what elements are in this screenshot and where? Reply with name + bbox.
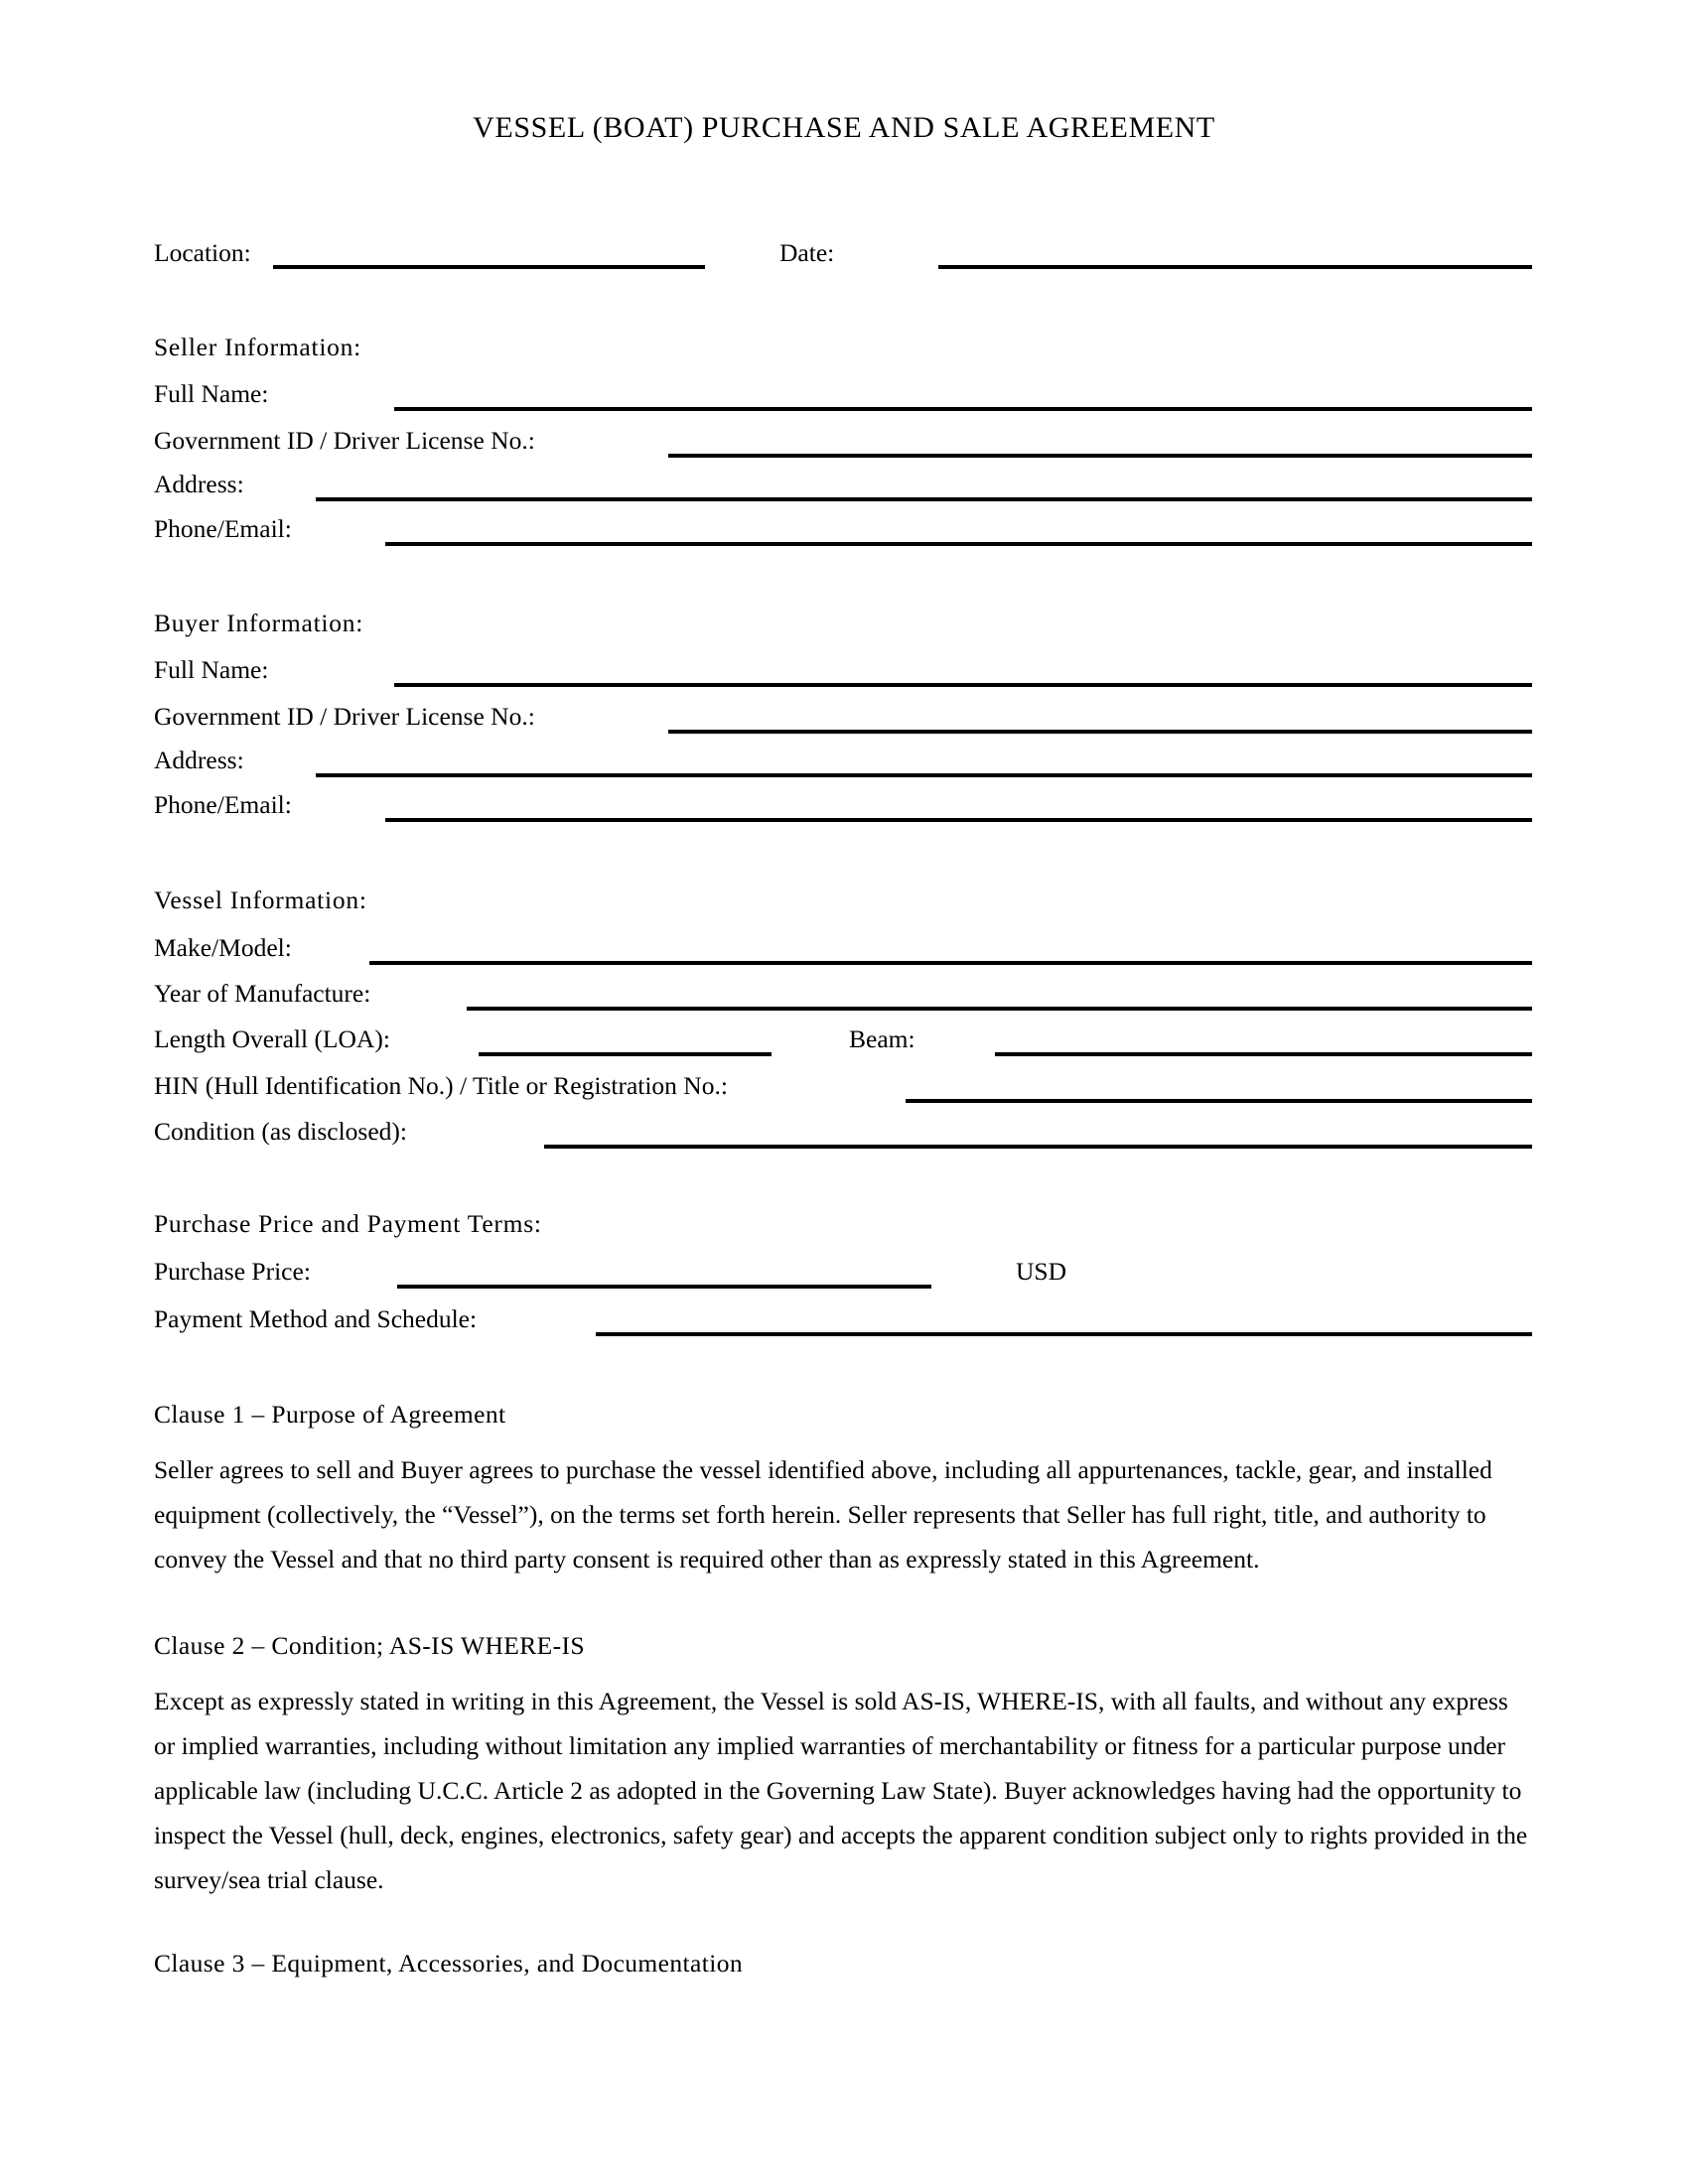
payment-section-heading: Purchase Price and Payment Terms: (154, 1209, 542, 1238)
buyer-full-name-label: Full Name: (154, 655, 269, 684)
vessel-loa-label: Length Overall (LOA): (154, 1024, 390, 1053)
seller-address-input-line[interactable] (316, 497, 1532, 501)
seller-gov-id-label: Government ID / Driver License No.: (154, 426, 535, 455)
buyer-section-heading: Buyer Information: (154, 609, 364, 637)
payment-method-input-line[interactable] (596, 1332, 1532, 1336)
purchase-price-input-line[interactable] (397, 1285, 931, 1289)
seller-address-label: Address: (154, 470, 244, 498)
payment-method-label: Payment Method and Schedule: (154, 1304, 478, 1333)
clause-3-heading: Clause 3 – Equipment, Accessories, and Documentation (154, 1949, 744, 1978)
clause-1-heading: Clause 1 – Purpose of Agreement (154, 1400, 506, 1429)
seller-full-name-label: Full Name: (154, 379, 269, 408)
seller-gov-id-input-line[interactable] (668, 454, 1532, 458)
location-label: Location: (154, 238, 251, 267)
seller-full-name-input-line[interactable] (394, 407, 1532, 411)
buyer-gov-id-label: Government ID / Driver License No.: (154, 702, 535, 731)
clause-2-body: Except as expressly stated in writing in this Agreement, the Vessel is sold AS-IS, WHERE-IS, with all faults, and without any express or implied warranties, including without limitation any implied warranties of merchantability or fitness for a particular purpose under applicable law (including U.C.C. Article 2 as adopted in the Governing Law State). Buyer acknowledges having had the opportunity to inspect the Vessel (hull, deck, engines, electronics, safety gear) and accepts the apparent condition subject only to rights provided in the survey/sea trial clause. (154, 1687, 1528, 1894)
currency-label: USD (1016, 1257, 1067, 1286)
purchase-price-label: Purchase Price: (154, 1257, 311, 1286)
page-title: VESSEL (BOAT) PURCHASE AND SALE AGREEMENT (473, 111, 1215, 144)
location-input-line[interactable] (273, 265, 705, 269)
vessel-make-model-input-line[interactable] (369, 961, 1532, 965)
vessel-year-label: Year of Manufacture: (154, 979, 371, 1008)
vessel-loa-input-line[interactable] (479, 1052, 772, 1056)
vessel-condition-input-line[interactable] (544, 1145, 1532, 1149)
vessel-condition-label: Condition (as disclosed): (154, 1117, 407, 1146)
clause-1-body: Seller agrees to sell and Buyer agrees to purchase the vessel identified above, including all appurtenances, tackle, gear, and installed equipment (collectively, the “Vessel”), on the terms set forth herein. Seller represents that Seller has full right, title, and authority to convey the Vessel and that no third party consent is required other than as expressly stated in this Agreement. (154, 1455, 1492, 1573)
buyer-address-label: Address: (154, 746, 244, 774)
buyer-full-name-input-line[interactable] (394, 683, 1532, 687)
buyer-address-input-line[interactable] (316, 773, 1532, 777)
vessel-make-model-label: Make/Model: (154, 933, 292, 962)
vessel-beam-input-line[interactable] (995, 1052, 1532, 1056)
vessel-hin-input-line[interactable] (906, 1099, 1532, 1103)
vessel-beam-label: Beam: (849, 1024, 915, 1053)
vessel-hin-label: HIN (Hull Identification No.) / Title or Registration No.: (154, 1071, 728, 1100)
buyer-phone-email-label: Phone/Email: (154, 790, 292, 819)
seller-section-heading: Seller Information: (154, 333, 361, 361)
date-input-line[interactable] (938, 265, 1532, 269)
seller-phone-email-label: Phone/Email: (154, 514, 292, 543)
seller-phone-email-input-line[interactable] (385, 542, 1532, 546)
buyer-gov-id-input-line[interactable] (668, 730, 1532, 734)
date-label: Date: (779, 238, 835, 267)
clause-2-heading: Clause 2 – Condition; AS-IS WHERE-IS (154, 1631, 585, 1660)
vessel-section-heading: Vessel Information: (154, 886, 367, 914)
vessel-year-input-line[interactable] (467, 1007, 1532, 1011)
buyer-phone-email-input-line[interactable] (385, 818, 1532, 822)
